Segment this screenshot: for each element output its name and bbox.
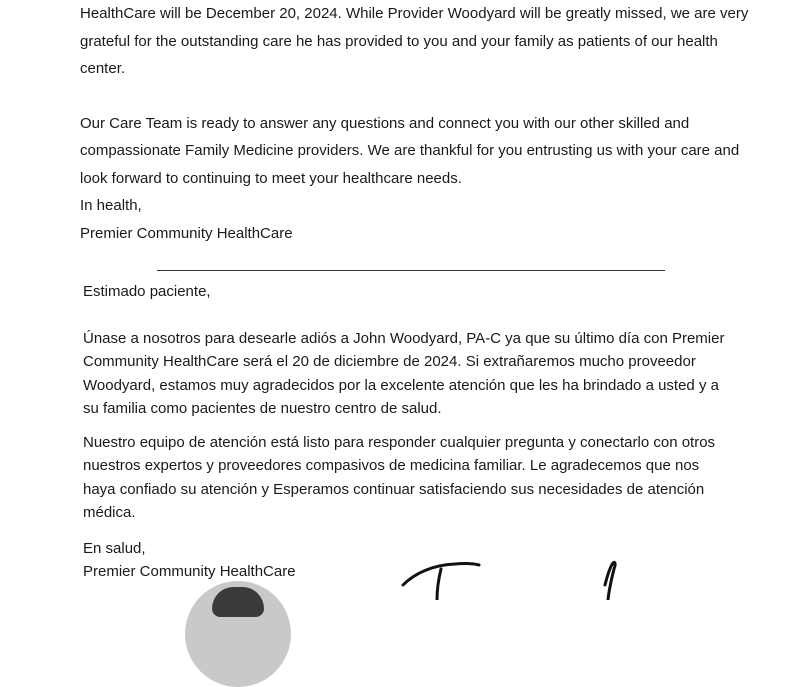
signature-stroke-3 (605, 562, 615, 600)
spanish-paragraph-2-line: Nuestro equipo de atención está listo para responder cualquier pregunta y conectarlo con otros (83, 433, 716, 451)
english-paragraph-2-line: compassionate Family Medicine providers. We are thankful for you entrusting us with your care and (80, 142, 740, 159)
section-divider (157, 270, 665, 271)
spanish-paragraph-1-line: Woodyard, estamos muy agradecidos por la excelente atención que les ha brindado a usted y a (83, 376, 719, 394)
english-closing: In health, (80, 197, 142, 214)
signature-stroke-2 (437, 569, 441, 600)
english-paragraph-1-line: HealthCare will be December 20, 2024. While Provider Woodyard will be greatly missed, we are very (80, 5, 749, 22)
spanish-paragraph-2-line: médica. (83, 504, 136, 521)
english-paragraph-2-line: look forward to continuing to meet your healthcare needs. (80, 169, 462, 187)
spanish-paragraph-2 (83, 431, 763, 525)
provider-photo-hair (212, 587, 264, 617)
provider-photo (185, 581, 291, 687)
spanish-paragraph-2-line: haya confiado su atención y Esperamos continuar satisfaciendo sus necesidades de atención (83, 480, 705, 498)
english-paragraph-1-line: center. (80, 60, 126, 77)
spanish-paragraph-1-line: Community HealthCare será el 20 de diciembre de 2024. Si extrañaremos mucho proveedor (83, 353, 696, 370)
english-paragraph-1-line: grateful for the outstanding care he has provided to you and your family as patients of our health (80, 32, 718, 50)
paragraph-gap (80, 83, 780, 110)
english-paragraph-2-line: Our Care Team is ready to answer any questions and connect you with our other skilled and (80, 114, 690, 132)
spanish-paragraph-2-line: nuestros expertos y proveedores compasivos de medicina familiar. Le agradecemos que nos (83, 457, 700, 474)
english-letter-body (80, 0, 780, 247)
english-signoff: Premier Community HealthCare (80, 224, 293, 242)
spanish-greeting: Estimado paciente, (83, 283, 211, 300)
spanish-paragraph-1 (83, 327, 763, 421)
spanish-letter-body (83, 280, 763, 584)
handwritten-signature (395, 555, 635, 600)
spanish-paragraph-1-line: Únase a nosotros para desearle adiós a John Woodyard, PA-C ya que su último día con Premier (83, 329, 725, 347)
spanish-closing: En salud, (83, 539, 146, 557)
spanish-paragraph-1-line: su familia como pacientes de nuestro centro de salud. (83, 400, 442, 417)
spanish-signoff: Premier Community HealthCare (83, 563, 296, 580)
